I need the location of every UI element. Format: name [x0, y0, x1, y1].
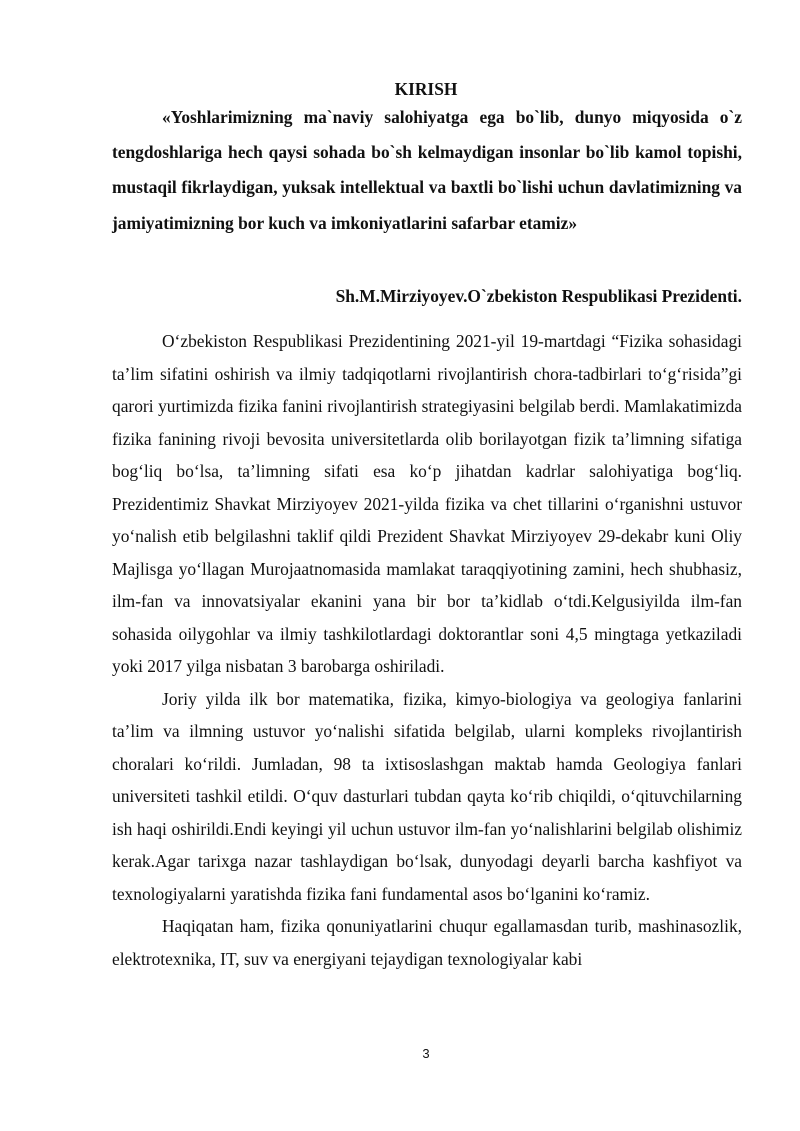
epigraph-quote: «Yoshlarimizning ma`naviy salohiyatga ega bo`lib, dunyo miqyosida o`z tengdoshlariga hech qaysi sohada bo`sh kelmaydigan insonlar bo`lib kamol topishi, mustaqil fikrlaydigan, yuksak intellektual va baxtli bo`lishi uchun davlatimizning va jamiyatimizning bor kuch va imkoniyatlarini safarbar etamiz»: [112, 107, 742, 233]
paragraph: O‘zbekiston Respublikasi Prezidentining 2021-yil 19-martdagi “Fizika sohasidagi ta’lim sifatini oshirish va ilmiy tadqiqotlarni rivojlantirish chora-tadbirlari to‘g‘risida”gi qarori yurtimizda fizika fanini rivojlantirish strategiyasini belgilab berdi. Mamlakatimizda fizika fanining rivoji bevosita universitetlarda olib borilayotgan fizik ta’limning sifatiga bog‘liq bo‘lsa, ta’limning sifati esa ko‘p jihatdan kadrlar salohiyatiga bog‘liq. Prezidentimiz Shavkat Mirziyoyev 2021-yilda fizika va chet tillarini o‘rganishni ustuvor yo‘nalish etib belgilashni taklif qildi Prezident Shavkat Mirziyoyev 29-dekabr kuni Oliy Majlisga yo‘llagan Murojaatnomasida mamlakat taraqqiyotining zamini, hech shubhasiz, ilm-fan va innovatsiyalar ekanini yana bir bor ta’kidlab o‘tdi.Kelgusiyilda ilm-fan sohasida oilygohlar va ilmiy tashkilotlardagi doktorantlar soni 4,5 mingtaga yetkaziladi yoki 2017 yilga nisbatan 3 barobarga oshiriladi.: [112, 331, 742, 676]
paragraph: Joriy yilda ilk bor matematika, fizika, kimyo-biologiya va geologiya fanlarini ta’lim va ilmning ustuvor yo‘nalishi sifatida belgilab, ularni kompleks rivojlantirish choralari ko‘rildi. Jumladan, 98 ta ixtisoslashgan maktab hamda Geologiya fanlari universiteti tashkil etildi. O‘quv dasturlari tubdan qayta ko‘rib chiqildi, o‘qituvchilarning ish haqi oshirildi.Endi keyingi yil uchun ustuvor ilm-fan yo‘nalishlarini belgilab olishimiz kerak.Agar tarixga nazar tashlaydigan bo‘lsak, dunyodagi deyarli barcha kashfiyot va texnologiyalarni yaratishda fizika fani fundamental asos bo‘lganini ko‘ramiz.: [112, 688, 742, 904]
page-number: 3: [422, 1046, 430, 1061]
section-heading: KIRISH: [394, 79, 458, 99]
paragraph: Haqiqatan ham, fizika qonuniyatlarini chuqur egallamasdan turib, mashinasozlik, elektrotexnika, IT, suv va energiyani tejaydigan texnologiyalar kabi: [112, 916, 742, 969]
epigraph-author: Sh.M.Mirziyoyev.O`zbekiston Respublikasi Prezidenti.: [335, 286, 742, 306]
body-text: [112, 325, 742, 975]
